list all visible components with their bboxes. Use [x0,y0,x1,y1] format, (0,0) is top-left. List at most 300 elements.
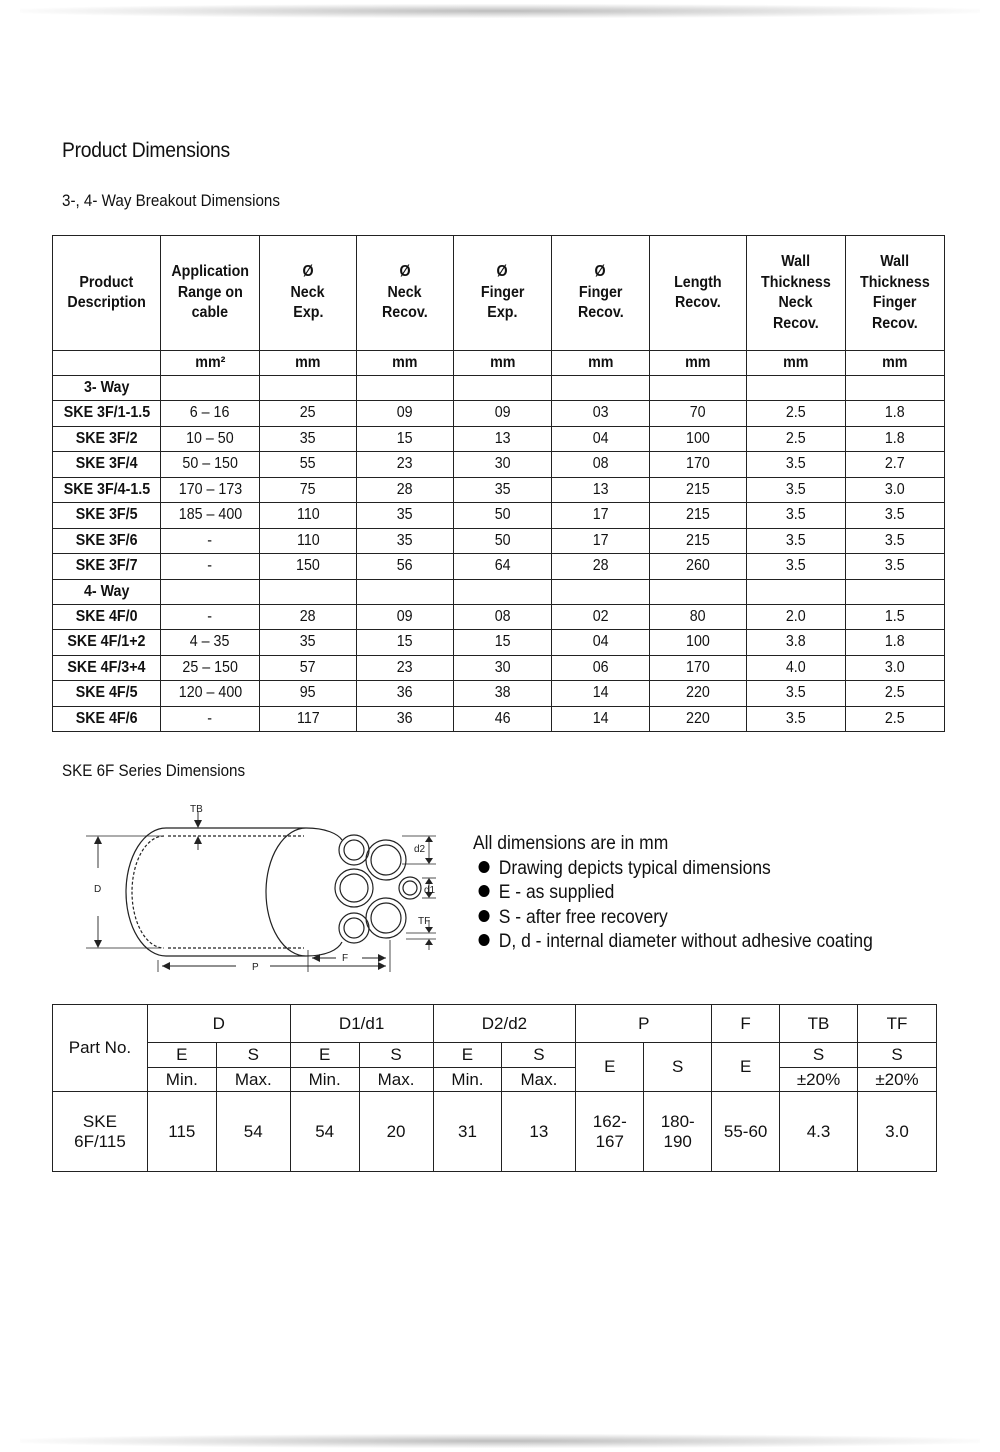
value-cell [161,681,260,707]
header-text: Recov. [577,304,624,322]
value-cell [747,452,846,478]
cell-text: 2.5 [885,709,905,727]
product-description-cell [53,681,161,707]
cell-text: 06 [592,658,609,676]
group-label [53,376,161,401]
cell-text: 28 [300,607,316,625]
cell-text: 3.5 [786,506,806,524]
value-cell [747,401,846,427]
group-header-p: P [576,1005,712,1043]
cell-text: 3.5 [885,557,905,575]
part-line: 6F/115 [74,1131,126,1151]
cell-text: SKE 3F/4 [75,455,138,473]
cell-text: 17 [592,531,609,549]
value-cell: 31 [433,1092,502,1172]
header-text: Ø [496,263,509,281]
header-text: Exp. [292,304,324,322]
cell-text: 64 [494,557,511,575]
column-header [357,236,454,351]
drawing-label-d2: d2 [414,844,426,855]
cell-text: 14 [592,684,609,702]
cell-text: 57 [300,658,316,676]
cell-text: 3.5 [885,506,905,524]
sub-header-max: Max. [216,1068,290,1092]
sub-header-s: S [502,1043,576,1068]
unit-text: mm² [194,354,226,371]
value-cell [552,554,650,580]
header-line [846,314,944,335]
value-cell: 54 [216,1092,290,1172]
p-s-line: 190 [663,1131,692,1151]
cell-text: 215 [686,531,710,549]
unit-cell [357,351,454,376]
table-row [53,401,945,427]
header-line [454,283,551,304]
cell-text: 38 [494,684,511,702]
group-empty-cell [747,579,846,604]
p-e-line: 162- [592,1111,627,1131]
cell-text: 55 [300,455,316,473]
column-header [260,236,357,351]
header-text: Thickness [860,273,930,291]
tb-sub-header-s: S [780,1043,858,1068]
value-cell [552,655,650,681]
header-text: Application [171,263,249,281]
sub-header-min: Min. [433,1068,502,1092]
header-line [161,262,259,283]
value-cell [552,401,650,427]
unit-cell [650,351,747,376]
cell-text: 25 – 150 [182,658,238,676]
product-description-cell [53,401,161,427]
value-cell [846,503,945,529]
note-text: D, d - internal diameter without adhesive coating [498,931,873,952]
p-e-cell [576,1092,644,1172]
cell-text: 15 [397,429,413,447]
value-cell [650,528,747,554]
value-cell [552,477,650,503]
group-header-d: D [147,1005,290,1043]
cell-text: 09 [397,607,413,625]
header-text: Recov. [382,304,428,322]
value-cell [357,681,454,707]
sub-header-s: S [359,1043,433,1068]
table-row [53,681,945,707]
dimension-notes [473,832,873,955]
cell-text: 04 [592,633,609,651]
header-line [747,293,845,314]
group-empty-cell [650,376,747,401]
cell-text: 3.5 [786,557,806,575]
cell-text: 36 [397,709,413,727]
unit-text: mm [587,354,614,371]
cell-text: 17 [592,506,609,524]
value-cell [260,401,357,427]
cell-text: 09 [397,404,413,422]
cell-text: - [207,531,213,549]
value-cell [454,503,552,529]
value-cell [357,655,454,681]
cell-text: 50 – 150 [182,455,238,473]
unit-text: mm [392,354,418,371]
group-row [53,579,945,604]
drawing-label-tb: TB [190,804,203,815]
cell-text: 3.5 [786,480,806,498]
cable-breakout-drawing [86,800,446,980]
column-header [846,236,945,351]
table-row [53,655,945,681]
value-cell [650,630,747,656]
value-cell [747,604,846,630]
value-cell [846,426,945,452]
value-cell [357,706,454,732]
value-cell [552,528,650,554]
cell-text: 170 [686,658,710,676]
value-cell [454,426,552,452]
value-cell [650,426,747,452]
value-cell [747,503,846,529]
value-cell [161,503,260,529]
cell-text: 25 [300,404,316,422]
cell-text: 2.0 [786,607,806,625]
group-empty-cell [552,376,650,401]
unit-cell [454,351,552,376]
value-cell [357,604,454,630]
cell-text: 50 [494,531,511,549]
cell-text: 35 [300,633,316,651]
cell-text: 28 [592,557,609,575]
value-cell [747,528,846,554]
value-cell [454,706,552,732]
cell-text: 1.8 [885,633,905,651]
value-cell [260,426,357,452]
cell-text: 2.5 [885,684,905,702]
header-line [747,252,845,273]
value-cell [552,452,650,478]
cell-text: 46 [494,709,511,727]
unit-text: mm [295,354,321,371]
cell-text: 15 [494,633,511,651]
cell-text: 170 – 173 [178,480,242,498]
cell-text: 35 [300,429,316,447]
page-shadow-bottom [20,1434,980,1448]
header-line [357,283,453,304]
product-description-cell [53,706,161,732]
header-text: Recov. [872,314,918,332]
cell-text: 1.8 [885,429,905,447]
group-empty-cell [552,579,650,604]
note-text: Drawing depicts typical dimensions [498,857,771,879]
cell-text: 10 – 50 [186,429,234,447]
value-cell [357,401,454,427]
cell-text: - [207,709,213,727]
cell-text: 3.8 [786,633,806,651]
header-line [454,303,551,324]
tb-cell: 4.3 [780,1092,858,1172]
header-line [846,273,944,294]
product-description-cell [53,528,161,554]
cell-text: 3.5 [885,531,905,549]
value-cell [161,528,260,554]
product-description-cell [53,604,161,630]
cell-text: SKE 4F/0 [75,607,138,625]
value-cell [846,528,945,554]
drawing-label-f: F [342,953,349,964]
header-text: Ø [399,263,411,281]
value-cell [846,452,945,478]
sub-header-min: Min. [290,1068,359,1092]
cell-text: 56 [397,557,413,575]
value-cell: 20 [359,1092,433,1172]
sub-header-e: E [433,1043,502,1068]
value-cell [846,630,945,656]
sub-header-min: Min. [147,1068,216,1092]
group-header-d2: D2/d2 [433,1005,576,1043]
cell-text: 2.5 [786,429,806,447]
cell-text: - [207,557,213,575]
cell-text: SKE 3F/1-1.5 [63,404,150,422]
tf-sub-header-s: S [857,1043,936,1068]
cell-text: 14 [592,709,609,727]
cell-text: SKE 3F/7 [75,557,138,575]
cell-text: 3.5 [786,531,806,549]
value-cell [747,706,846,732]
value-cell [747,655,846,681]
header-line [357,262,453,283]
unit-cell [53,351,161,376]
table-row [53,503,945,529]
header-line [650,273,746,294]
cell-text: 1.8 [885,404,905,422]
cell-text: 95 [300,684,316,702]
header-line [454,262,551,283]
table-row [53,528,945,554]
value-cell [747,630,846,656]
value-cell [260,554,357,580]
cell-text: 35 [397,506,413,524]
cell-text: 110 [296,506,320,524]
value-cell [260,655,357,681]
drawing-label-p: P [252,962,259,973]
value-cell [747,681,846,707]
column-header [747,236,846,351]
value-cell [552,604,650,630]
cell-text: 170 [686,455,710,473]
cell-text: SKE 3F/4-1.5 [63,480,150,498]
cell-text: 35 [397,531,413,549]
cell-text: 36 [397,684,413,702]
value-cell [161,655,260,681]
header-line [161,283,259,304]
value-cell [552,681,650,707]
column-header [161,236,260,351]
cell-text: 70 [690,404,706,422]
cell-text: 23 [397,455,413,473]
header-line [650,293,746,314]
header-text: Recov. [675,294,721,311]
value-cell [357,554,454,580]
cell-text: 215 [686,480,710,498]
group-empty-cell [357,376,454,401]
unit-cell [260,351,357,376]
sub-header-e: E [147,1043,216,1068]
group-label [53,579,161,604]
sub-header-e: E [290,1043,359,1068]
value-cell [552,426,650,452]
value-cell [650,452,747,478]
table-row [53,706,945,732]
cell-text: 100 [686,429,710,447]
value-cell [846,655,945,681]
bullet-icon [479,861,490,873]
value-cell [454,452,552,478]
column-header [454,236,552,351]
header-line [260,303,356,324]
header-text: Description [67,294,146,311]
header-line [260,262,356,283]
cell-text: SKE 4F/1+2 [67,633,146,651]
unit-cell [552,351,650,376]
value-cell [161,401,260,427]
value-cell [260,706,357,732]
header-line [161,303,259,324]
value-cell [747,477,846,503]
drawing-label-tf: TF [418,916,431,927]
cell-text: 13 [592,480,609,498]
table-row [53,604,945,630]
value-cell [454,655,552,681]
cell-text: 30 [494,658,511,676]
cell-text: 3.5 [786,455,806,473]
drawing-label-d: D [94,884,102,895]
value-cell [454,630,552,656]
value-cell [454,401,552,427]
note-text: E - as supplied [498,882,615,903]
group-empty-cell [650,579,747,604]
cell-text: 02 [592,607,609,625]
cell-text: SKE 4F/5 [75,684,138,702]
unit-text: mm [882,354,908,371]
breakout-dimensions-table [52,235,945,732]
drawing-label-d1: d1 [424,885,436,896]
group-empty-cell [357,579,454,604]
value-cell [161,630,260,656]
cell-text: 215 [686,506,710,524]
header-line [747,273,845,294]
cell-text: 2.7 [885,455,905,473]
column-header [552,236,650,351]
p-sub-header-e: E [576,1043,644,1092]
table-row [53,630,945,656]
group-text: 3- Way [83,379,130,396]
note-item [473,906,873,931]
tb-tolerance: ±20% [780,1068,858,1092]
cell-text: 80 [690,607,706,625]
bullet-icon [479,934,490,946]
value-cell [650,706,747,732]
column-header [650,236,747,351]
product-description-cell [53,452,161,478]
note-item [473,857,873,882]
group-empty-cell [161,579,260,604]
sub-header-s: S [216,1043,290,1068]
cell-text: SKE 3F/5 [75,506,138,524]
section-title-breakout: 3-, 4- Way Breakout Dimensions [62,192,280,210]
value-cell [650,503,747,529]
bullet-icon [479,885,490,897]
header-text: Neck [778,294,814,311]
cell-text: 23 [397,658,413,676]
value-cell [357,452,454,478]
cell-text: 150 [296,557,320,575]
value-cell [650,681,747,707]
table-row [53,452,945,478]
note-text: S - after free recovery [498,906,668,928]
value-cell [454,528,552,554]
ske-6f-dimensions-table [52,1004,937,1172]
header-text: Thickness [761,273,831,291]
table-header-row [53,236,945,351]
product-description-cell [53,477,161,503]
cell-text: 1.5 [885,607,905,625]
product-description-cell [53,630,161,656]
value-cell [161,554,260,580]
value-cell [650,554,747,580]
cell-text: 120 – 400 [178,684,242,702]
group-empty-cell [846,376,945,401]
header-line [747,314,845,335]
value-cell [454,604,552,630]
cell-text: 28 [397,480,413,498]
cell-text: 4 – 35 [190,633,230,651]
header-text: Neck [290,283,326,301]
part-no-header: Part No. [53,1005,148,1092]
value-cell [357,528,454,554]
p-s-cell [644,1092,712,1172]
sub-header-max: Max. [502,1068,576,1092]
cell-text: 2.5 [786,404,806,422]
header-text: Product [79,273,134,291]
value-cell [747,426,846,452]
cell-text: 13 [494,429,511,447]
units-row [53,351,945,376]
cell-text: 3.5 [786,709,806,727]
header-line [552,303,649,324]
value-cell [846,477,945,503]
header-text: Wall [880,253,910,270]
cell-text: 6 – 16 [190,404,230,422]
cell-text: 08 [592,455,609,473]
header-line [552,262,649,283]
cell-text: SKE 3F/2 [75,429,138,447]
notes-intro: All dimensions are in mm [473,833,669,854]
value-cell [846,401,945,427]
table-row [53,426,945,452]
group-empty-cell [454,579,552,604]
unit-cell [161,351,260,376]
group-header-f: F [712,1005,780,1043]
group-header-d1: D1/d1 [290,1005,433,1043]
cell-text: 35 [494,480,511,498]
table-row [53,554,945,580]
header-text: Range on [177,283,243,301]
product-description-cell [53,426,161,452]
cell-text: 260 [686,557,710,575]
value-cell [260,477,357,503]
value-cell [552,630,650,656]
value-cell [357,503,454,529]
value-cell [357,477,454,503]
